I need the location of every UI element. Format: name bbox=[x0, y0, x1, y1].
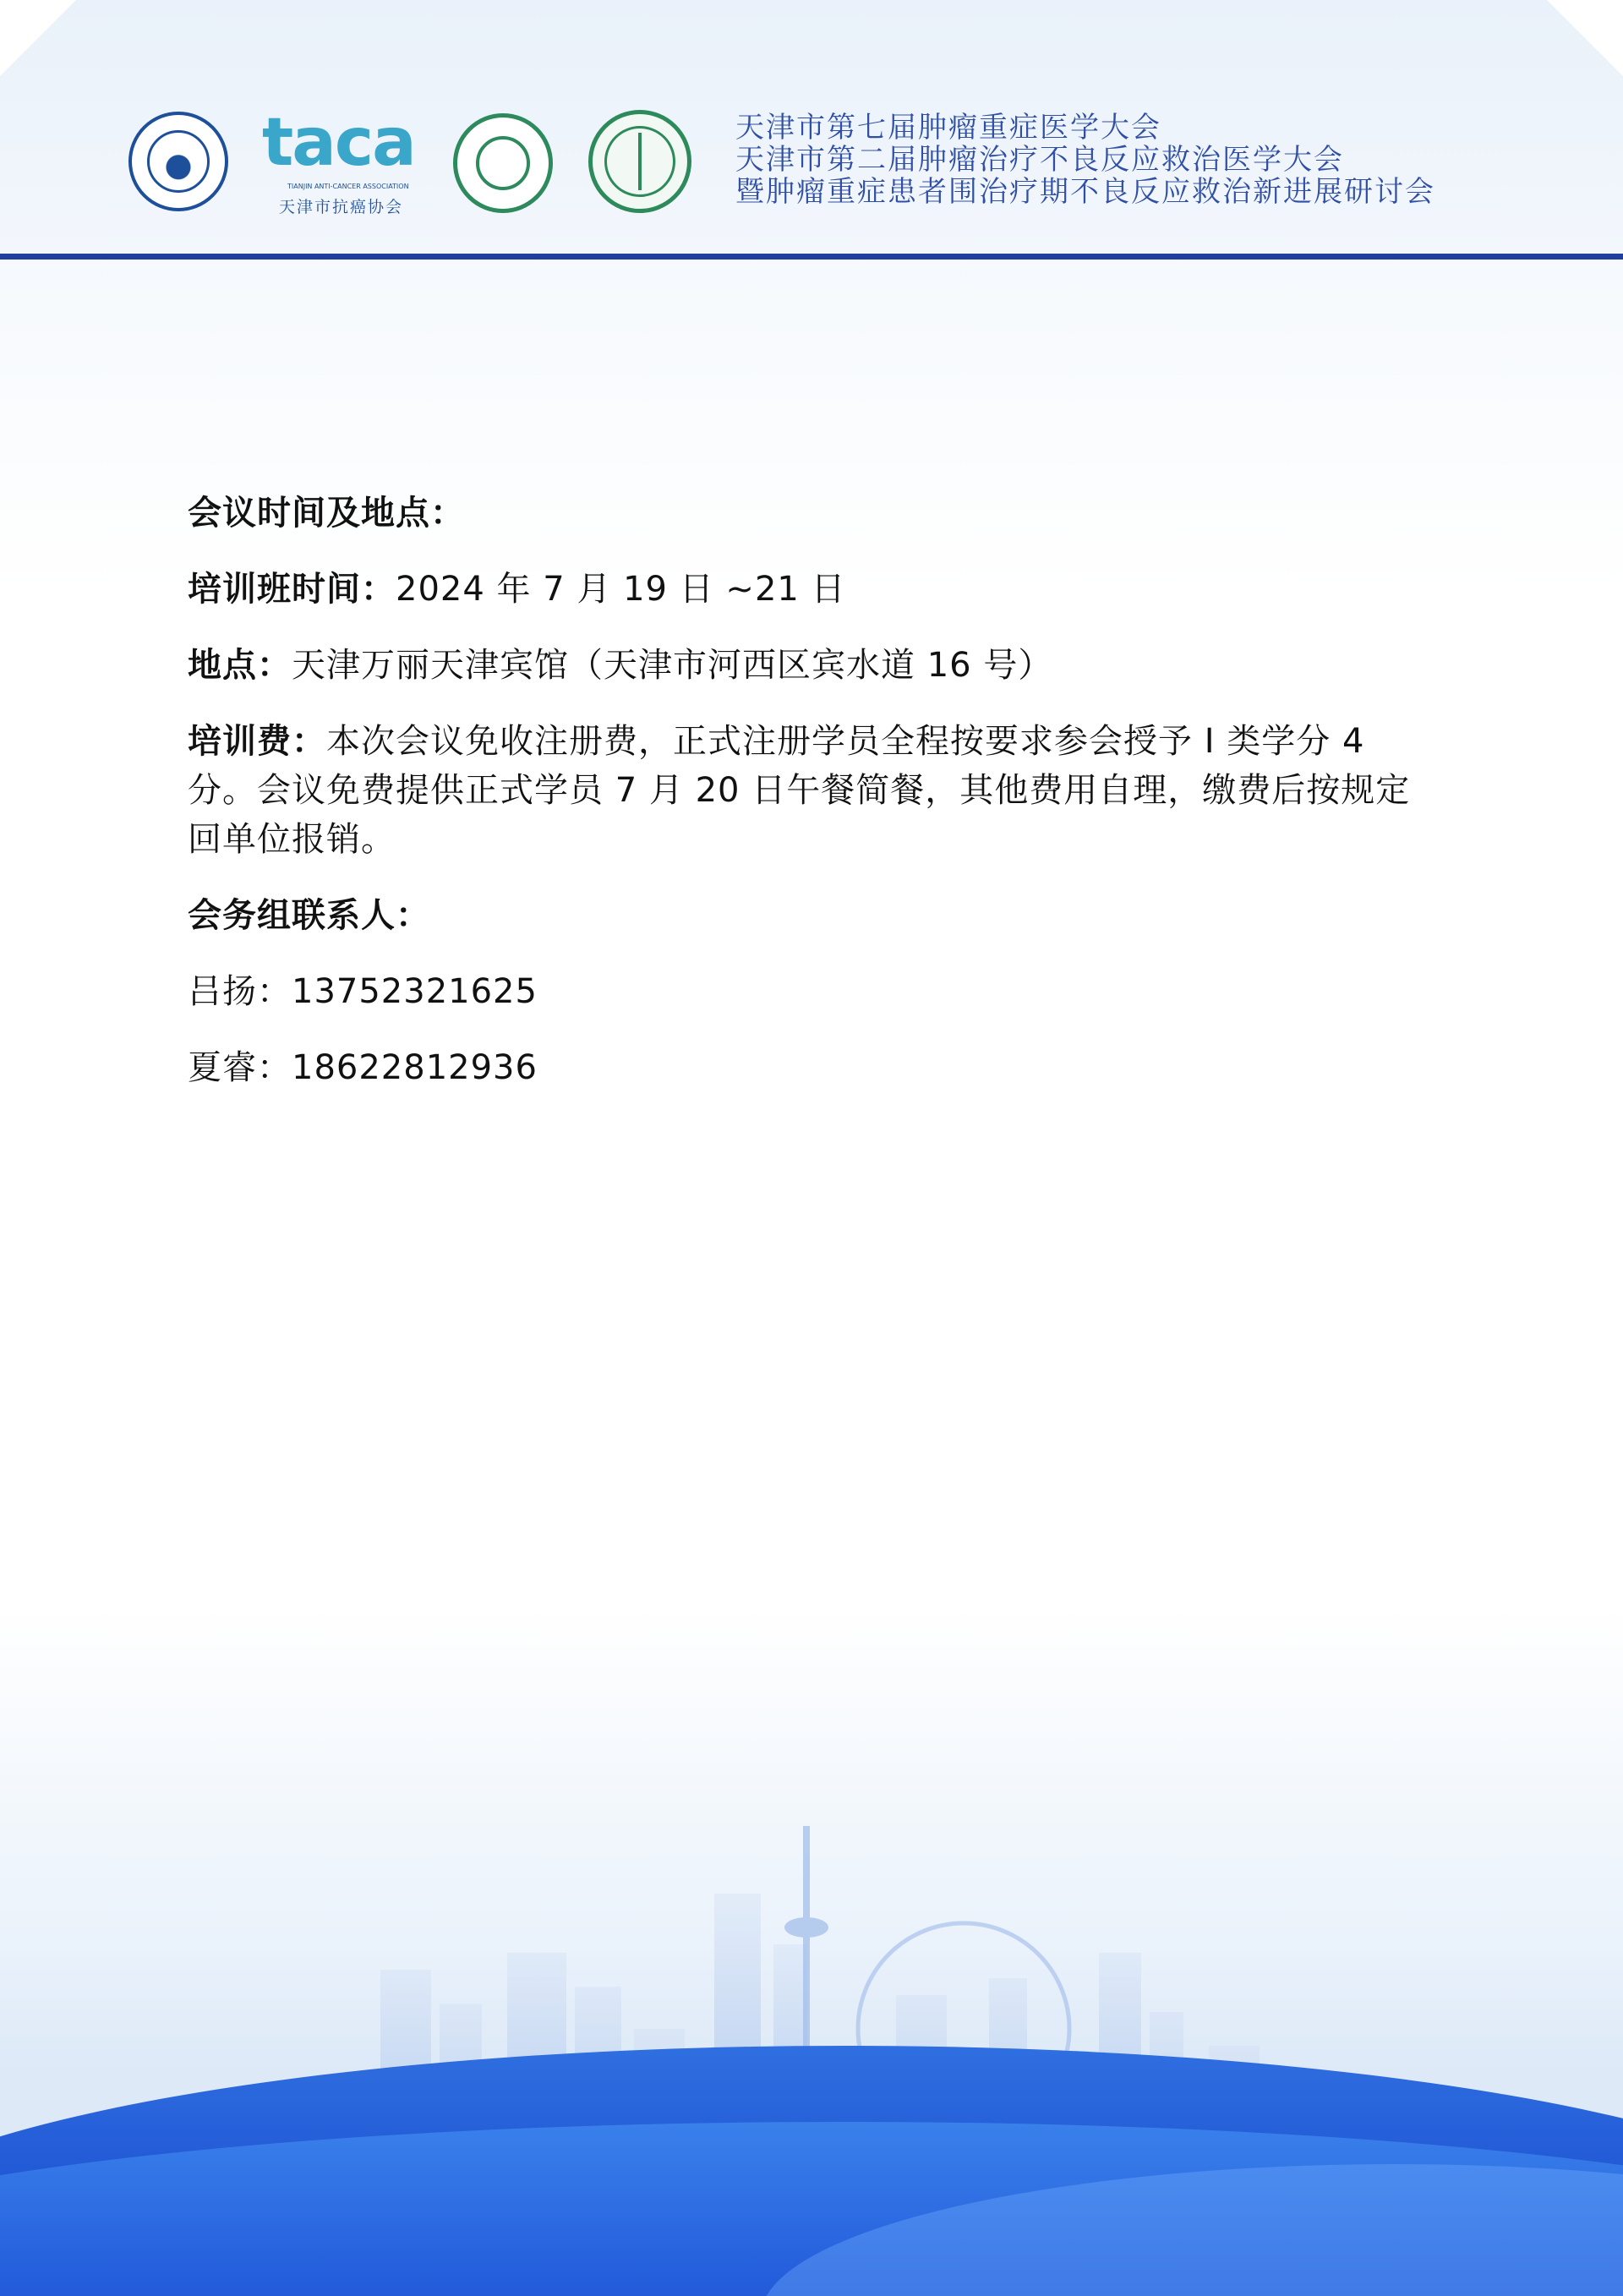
header-banner bbox=[0, 0, 1623, 254]
contact-name: 夏睿： bbox=[188, 1048, 292, 1087]
conference-title-line-3: 暨肿瘤重症患者围治疗期不良反应救治新进展研讨会 bbox=[735, 175, 1435, 209]
taca-logo-wordmark: taca bbox=[262, 105, 415, 181]
contact-phone: 18622812936 bbox=[292, 1048, 538, 1087]
contact-name: 吕扬： bbox=[188, 972, 292, 1011]
caa-logo-emblem bbox=[147, 130, 210, 193]
notice-content bbox=[188, 489, 1439, 1119]
conference-title-line-2: 天津市第二届肿瘤治疗不良反应救治医学大会 bbox=[735, 143, 1344, 177]
medical-university-logo bbox=[588, 110, 691, 213]
training-time-line bbox=[188, 565, 1439, 614]
training-fee-value: 本次会议免收注册费，正式注册学员全程按要求参会授予 I 类学分 4 分。会议免费提供正式学员 7 月 20 日午餐简餐，其他费用自理，缴费后按规定回单位报销。 bbox=[188, 722, 1411, 859]
location-value: 天津万丽天津宾馆（天津市河西区宾水道 16 号） bbox=[292, 646, 1053, 685]
conference-title bbox=[735, 112, 1581, 208]
contact-phone: 13752321625 bbox=[292, 972, 538, 1011]
header-corner-left bbox=[0, 0, 76, 76]
cancer-hospital-logo-ring bbox=[476, 136, 530, 190]
training-time-label: 培训班时间： bbox=[188, 570, 396, 609]
taca-logo-english: TIANJIN ANTI-CANCER ASSOCIATION bbox=[287, 183, 409, 190]
contacts-heading: 会务组联系人： bbox=[188, 896, 430, 935]
location-label: 地点： bbox=[188, 646, 292, 685]
contact-line bbox=[188, 1043, 1439, 1092]
location-line bbox=[188, 641, 1439, 690]
meeting-time-location-heading: 会议时间及地点： bbox=[188, 494, 465, 533]
header-divider bbox=[0, 254, 1623, 260]
training-time-value: 2024 年 7 月 19 日 ~21 日 bbox=[396, 570, 846, 609]
taca-logo bbox=[262, 105, 423, 216]
cancer-hospital-logo bbox=[453, 113, 553, 213]
conference-title-line-1: 天津市第七届肿瘤重症医学大会 bbox=[735, 111, 1161, 145]
china-anti-cancer-association-logo bbox=[128, 112, 228, 211]
training-fee-label: 培训费： bbox=[188, 722, 326, 761]
taca-logo-chinese: 天津市抗癌协会 bbox=[279, 198, 404, 216]
caduceus-icon bbox=[638, 133, 642, 190]
training-fee-line bbox=[188, 717, 1439, 864]
header-corner-right bbox=[1547, 0, 1623, 76]
contact-line bbox=[188, 967, 1439, 1016]
